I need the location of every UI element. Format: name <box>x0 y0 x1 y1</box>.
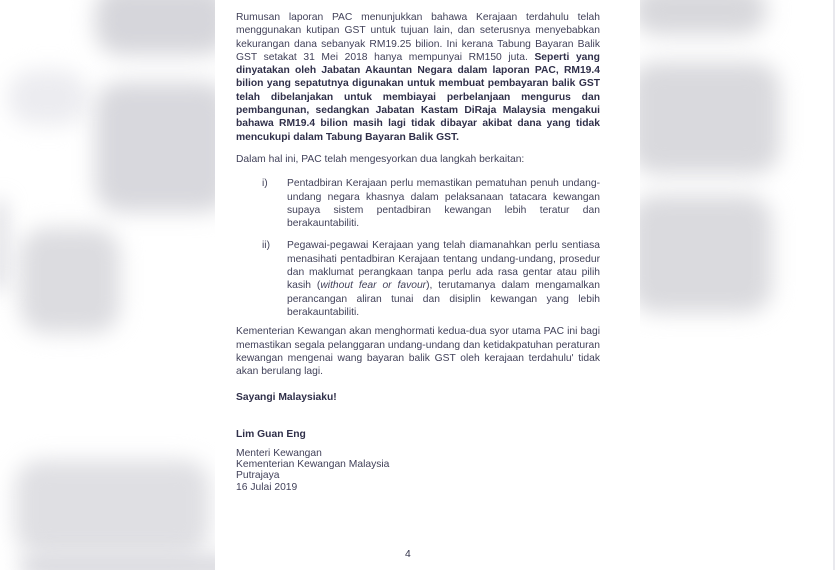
italic-text-run: without fear or favour <box>320 280 427 292</box>
letter-paragraph <box>236 325 600 378</box>
blur-blob <box>95 82 230 212</box>
bold-text-run: Sayangi Malaysiaku! <box>236 392 337 404</box>
right-edge-line <box>833 0 835 570</box>
blur-blob <box>630 195 772 313</box>
bold-text-run: Seperti yang dinyatakan oleh Jabatan Akauntan Negara dalam laporan PAC, RM19.4 bilion yang sepatutnya digunakan untuk membuat pembayaran balik GST telah dibelanjakan untuk membiayai perbelanjaan mengurus dan pembangunan, sedangkan Jabatan Kastam DiRaja Malaysia mengakui bahawa RM19.4 bilion masih lagi tidak dibayar akibat dana yang tidak mencukupi dalam Tabung Bayaran Balik GST. <box>236 51 600 143</box>
blur-blob <box>20 228 120 333</box>
text-run: Rumusan laporan PAC menunjukkan bahawa Kerajaan terdahulu telah menggunakan kutipan GST untuk tujuan lain, dan seterusnya menyebabkan kekurangan dana sebanyak RM19.25 bilion. Ini kerana Tabung Bayaran Balik GST setakat 31 Mei 2018 hanya mempunyai RM150 juta. <box>236 12 600 63</box>
document-page <box>215 0 640 570</box>
blur-blob <box>8 70 88 125</box>
blur-blob <box>630 62 780 174</box>
blur-blob <box>95 0 230 55</box>
recommendation-item <box>236 239 600 319</box>
recommendation-text <box>287 177 600 230</box>
blur-blob <box>632 0 767 35</box>
text-run: Dalam hal ini, PAC telah mengesyorkan dua langkah berkaitan: <box>236 153 525 165</box>
text-run: Pentadbiran Kerajaan perlu memastikan pematuhan penuh undang-undang negara khasnya dalam pelaksanaan tatacara kewangan supaya sistem pentadbiran kewangan lebih teratur dan berakauntabiliti. <box>287 178 600 230</box>
signature-line: 16 Julai 2019 <box>236 481 298 493</box>
blur-blob <box>20 558 245 570</box>
signature-line: Menteri Kewangan <box>236 448 322 460</box>
blur-blob <box>0 200 4 290</box>
signature-line: Kementerian Kewangan Malaysia <box>236 459 390 471</box>
bold-text-run: Lim Guan Eng <box>236 428 306 440</box>
signatory-name <box>236 428 600 441</box>
text-run: Pegawai-pegawai Kerajaan yang telah diamanahkan perlu sentiasa menasihati pentadbiran Kerajaan tentang undang-undang, prosedur dan maklumat perangkaan tanpa perlu ada rasa gentar atau pilih kasih ( <box>287 240 600 292</box>
signature-line: Putrajaya <box>236 470 280 482</box>
list-marker: ii) <box>262 240 271 252</box>
signatory-details <box>236 448 600 493</box>
list-marker: i) <box>262 178 268 190</box>
page-number: 4 <box>405 549 411 560</box>
recommendation-text <box>287 239 600 319</box>
recommendation-item <box>236 177 600 230</box>
letter-body <box>236 11 600 506</box>
letter-paragraph <box>236 153 600 166</box>
letter-paragraph <box>236 11 600 144</box>
text-run: ), terutamanya dalam mengamalkan perancangan aliran tunai dan disiplin kewangan yang lebih berakauntabiliti. <box>287 280 600 318</box>
blur-blob <box>15 460 210 555</box>
text-run: Kementerian Kewangan akan menghormati kedua-dua syor utama PAC ini bagi memastikan segala pelanggaran undang-undang dan ketidakpatuhan peraturan kewangan mengenai wang bayaran balik GST oleh kerajaan terdahulu' tidak akan berulang lagi. <box>236 326 600 378</box>
slogan <box>236 391 600 404</box>
